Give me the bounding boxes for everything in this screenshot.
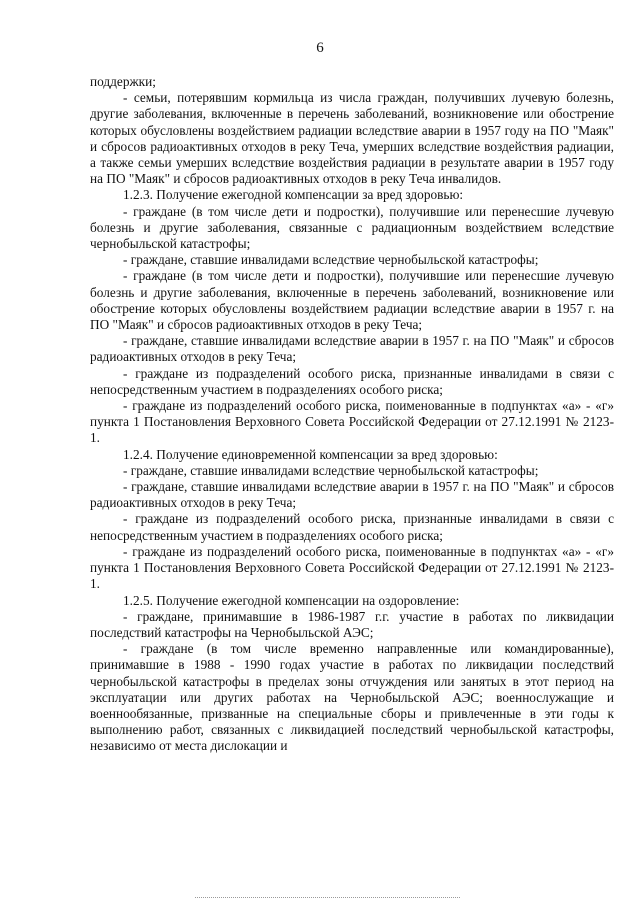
footer-divider — [195, 897, 460, 898]
list-item: - граждане, ставшие инвалидами вследствие чернобыльской катастрофы; — [123, 252, 539, 268]
list-item: - граждане из подразделений особого риска, признанные инвалидами в связи с непосредственным участием в подразделениях особого риска; — [90, 365, 614, 397]
list-item: - граждане (в том числе дети и подростки), получившие или перенесшие лучевую болезнь и другие заболевания, включенные в перечень заболеваний, возникновение или обострение которых обусловлены воздействием радиации вследствие аварии в 1957 г. на ПО "Маяк" и сбросов радиоактивных отходов в реку Теча; — [90, 268, 614, 333]
list-item-families: - семьи, потерявшим кормильца из числа граждан, получивших лучевую болезнь, другие заболевания, включенные в перечень заболеваний, возникновение или обострение которых обусловлены воздействием радиации вследствие аварии в 1957 году на ПО "Маяк" и сбросов радиоактивных отходов в реку Теча, умерших вследствие воздействия радиации, а также семьи умерших вследствие воздействия радиации в результате аварии в 1957 году на ПО "Маяк" и сбросов радиоактивных отходов в реку Теча инвалидов. — [90, 90, 614, 187]
list-item: - граждане, ставшие инвалидами вследствие аварии в 1957 г. на ПО "Маяк" и сбросов радиоактивных отходов в реку Теча; — [90, 333, 614, 365]
list-item: - граждане из подразделений особого риска, признанные инвалидами в связи с непосредственным участием в подразделениях особого риска; — [90, 511, 614, 543]
list-item: - граждане, ставшие инвалидами вследствие чернобыльской катастрофы; — [123, 462, 539, 478]
page-number: 6 — [316, 40, 324, 56]
list-item: - граждане (в том числе временно направленные или командированные), принимавшие в 1988 - 1990 годах участие в работах по ликвидации последствий чернобыльской катастрофы в пределах зоны отчуждения или занятых в этот период на эксплуатации или других работах на Чернобыльской АЭС; военнослужащие и военнообязанные, призванные на специальные сборы и привлеченные в эти годы к выполнению работ, связанных с ликвидацией последствий чернобыльской катастрофы, независимо от места дислокации и — [90, 641, 614, 754]
document-body — [90, 74, 614, 755]
list-item: - граждане, ставшие инвалидами вследствие аварии в 1957 г. на ПО "Маяк" и сбросов радиоактивных отходов в реку Теча; — [90, 479, 614, 511]
section-heading-1-2-3: 1.2.3. Получение ежегодной компенсации за вред здоровью: — [123, 187, 464, 203]
section-heading-1-2-5: 1.2.5. Получение ежегодной компенсации на оздоровление: — [123, 592, 460, 608]
list-item: - граждане из подразделений особого риска, поименованные в подпунктах «а» - «г» пункта 1 Постановления Верховного Совета Российской Федерации от 27.12.1991 № 2123-1. — [90, 398, 614, 446]
list-item: - граждане (в том числе дети и подростки), получившие или перенесшие лучевую болезнь и другие заболевания, связанные с радиационным воздействием вследствие чернобыльской катастрофы; — [90, 203, 614, 252]
list-item: - граждане, принимавшие в 1986-1987 г.г. участие в работах по ликвидации последствий катастрофы на Чернобыльской АЭС; — [90, 608, 614, 640]
section-heading-1-2-4: 1.2.4. Получение единовременной компенсации за вред здоровью: — [123, 446, 498, 462]
paragraph-continuation: поддержки; — [90, 74, 156, 89]
list-item: - граждане из подразделений особого риска, поименованные в подпунктах «а» - «г» пункта 1 Постановления Верховного Совета Российской Федерации от 27.12.1991 № 2123-1. — [90, 543, 614, 592]
